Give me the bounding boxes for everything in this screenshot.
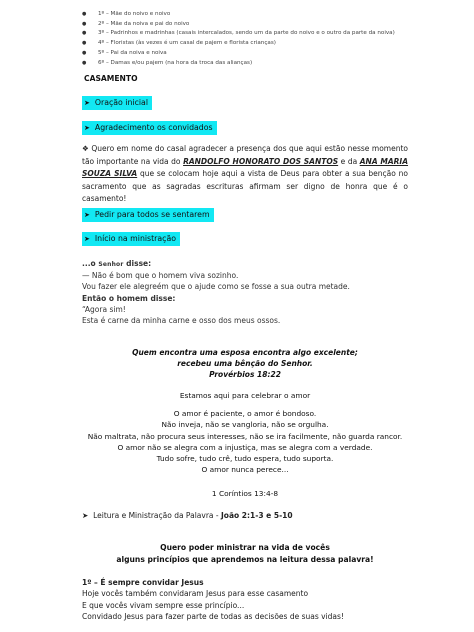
proverb-reference: Provérbios 18:22 xyxy=(209,370,281,379)
poem-line: O amor é paciente, o amor é bondoso. xyxy=(173,409,317,418)
principle-block xyxy=(82,577,344,623)
principle-line: Hoje vocês também convidaram Jesus para esse casamento xyxy=(82,589,309,599)
poem-line: O amor não se alegra com a injustiça, mas se alegra com a verdade. xyxy=(117,442,373,452)
poem-line: O amor nunca perece... xyxy=(201,465,289,475)
item-label: Oração inicial xyxy=(94,98,148,107)
section-title: CASAMENTO xyxy=(84,74,138,83)
arrow-bullet-icon: ➤ xyxy=(84,211,90,219)
dialogue-line: “Agora sim! xyxy=(82,304,126,314)
groom-name: RANDOLFO HONORATO DOS SANTOS xyxy=(183,156,339,166)
dialogue-line: Vou fazer ele alegreém que o ajude como se fosse a sua outra metade. xyxy=(82,282,350,292)
arrow-bullet-icon: ➤ xyxy=(84,124,90,132)
genesis-dialogue xyxy=(82,258,350,326)
gratitude-text-1: Quero em nome do casal agradecer a presença dos que aqui estão nesse momento tão importante na vida do xyxy=(82,144,408,166)
proverb-line: Quem encontra uma esposa encontra algo excelente; xyxy=(132,348,358,357)
poem-line: Não maltrata, não procura seus interesses, não se ira facilmente, não guarda rancor. xyxy=(87,431,403,441)
diamond-bullet-icon: ❖ xyxy=(82,144,89,153)
proverb-quote xyxy=(82,347,408,380)
dialogue-line: Esta é carne da minha carne e osso dos meus ossos. xyxy=(82,316,281,326)
item-label: Início na ministração xyxy=(94,234,176,243)
list-item: ● 5º – Pai da noiva e noiva xyxy=(82,49,395,59)
item-label: Pedir para todos se sentarem xyxy=(94,210,210,219)
principle-line: Convidado Jesus para fazer parte de todas as decisões de suas vidas! xyxy=(82,612,344,622)
reading-reference: João 2:1-3 e 5-10 xyxy=(221,511,293,520)
highlight-item-oracao xyxy=(82,96,152,110)
bride-name: ANA MARIA SOUZA SILVA xyxy=(82,156,409,179)
list-item: ● 3º – Padrinhos e madrinhas (casais intercalados, sendo um da parte do noivo e o outro da parte da noiva) xyxy=(82,29,395,39)
highlight-item-sentarem xyxy=(82,208,214,222)
dialogue-line: Então o homem disse: xyxy=(82,293,176,303)
principle-title: 1º – É sempre convidar Jesus xyxy=(82,578,204,587)
dialogue-line: — Não é bom que o homem viva sozinho. xyxy=(82,271,239,281)
reading-text: Leitura e Ministração da Palavra - xyxy=(93,511,219,520)
closing-line: Quero poder ministrar na vida de vocês xyxy=(160,543,330,552)
poem-line: Tudo sofre, tudo crê, tudo espera, tudo suporta. xyxy=(156,454,334,464)
highlight-item-ministracao xyxy=(82,232,180,246)
poem-reference: 1 Coríntios 13:4-8 xyxy=(211,489,279,498)
closing-line: alguns princípios que aprendemos na leitura dessa palavra! xyxy=(116,554,374,564)
entrance-order-list xyxy=(82,10,395,68)
list-item: ● 2º – Mãe da noiva e pai do noivo xyxy=(82,20,395,30)
love-poem xyxy=(82,408,408,476)
item-label: Agradecimento os convidados xyxy=(94,123,213,132)
reading-item xyxy=(82,511,293,520)
arrow-bullet-icon: ➤ xyxy=(84,235,90,243)
list-item: ● 1º – Mãe do noivo e noivo xyxy=(82,10,395,20)
celebrate-line: Estamos aqui para celebrar o amor xyxy=(179,391,311,400)
arrow-bullet-icon: ➤ xyxy=(82,511,89,520)
gratitude-paragraph xyxy=(82,143,408,206)
proverb-line: recebeu uma bênção do Senhor. xyxy=(177,359,313,368)
arrow-bullet-icon: ➤ xyxy=(84,99,90,107)
poem-line: Não inveja, não se vangloria, não se orgulha. xyxy=(161,420,329,430)
list-item: ● 6º – Damas e/ou pajem (na hora da troca das alianças) xyxy=(82,59,395,69)
dialogue-intro: ...o Senhor disse: xyxy=(82,259,152,268)
gratitude-text-2: que se colocam hoje aqui a vista de Deus para obter a sua benção no sacramento que as sagradas escrituras afirmam ser digno de honra que é o casamento! xyxy=(82,169,408,204)
closing-statement xyxy=(82,542,408,565)
list-item: ● 4º – Floristas (às vezes é um casal de pajem e florista crianças) xyxy=(82,39,395,49)
principle-line: E que vocês vivam sempre esse princípio... xyxy=(82,600,245,610)
highlight-item-agradecimento xyxy=(82,121,217,135)
gratitude-and: e da xyxy=(340,156,358,166)
